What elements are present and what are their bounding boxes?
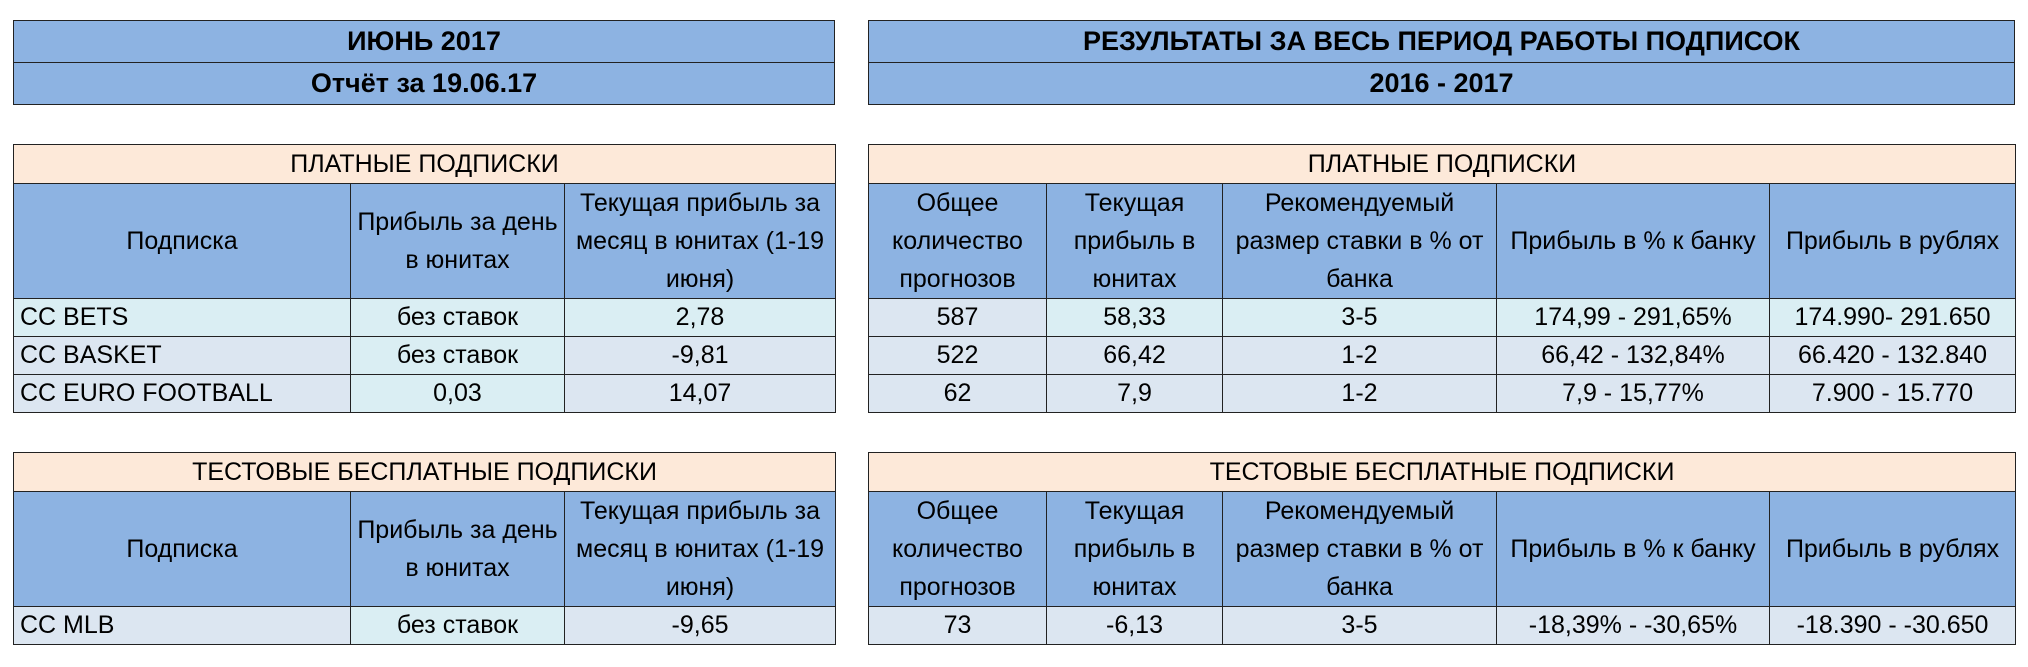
month-profit: -9,81 [565,337,836,375]
period-years: 2016 - 2017 [869,63,2015,105]
col-recommended-stake: Рекомендуемый размер ставки в % от банка [1223,184,1497,299]
profit-units: 7,9 [1047,375,1223,413]
col-day-profit: Прибыль за день в юнитах [351,184,565,299]
profit-rub: 174.990- 291.650 [1770,299,2016,337]
col-subscription: Подписка [14,184,351,299]
col-subscription: Подписка [14,492,351,607]
day-profit: без ставок [351,299,565,337]
col-month-profit: Текущая прибыль за месяц в юнитах (1-19 июня) [565,492,836,607]
profit-pct: -18,39% - -30,65% [1497,607,1770,645]
month-title: ИЮНЬ 2017 [14,21,835,63]
table-row [14,337,836,375]
profit-rub: -18.390 - -30.650 [1770,607,2016,645]
profit-units: -6,13 [1047,607,1223,645]
day-profit: без ставок [351,337,565,375]
free-section-title: ТЕСТОВЫЕ БЕСПЛАТНЫЕ ПОДПИСКИ [869,453,2016,492]
col-profit-rub: Прибыль в рублях [1770,184,2016,299]
day-profit: 0,03 [351,375,565,413]
profit-rub: 7.900 - 15.770 [1770,375,2016,413]
paid-right-table [868,144,2016,413]
period-title: РЕЗУЛЬТАТЫ ЗА ВЕСЬ ПЕРИОД РАБОТЫ ПОДПИСОК [869,21,2015,63]
profit-pct: 174,99 - 291,65% [1497,299,1770,337]
month-profit: -9,65 [565,607,836,645]
table-row [869,607,2016,645]
total-forecasts: 73 [869,607,1047,645]
col-recommended-stake: Рекомендуемый размер ставки в % от банка [1223,492,1497,607]
profit-pct: 7,9 - 15,77% [1497,375,1770,413]
total-forecasts: 522 [869,337,1047,375]
col-profit-units: Текущая прибыль в юнитах [1047,492,1223,607]
right-header-table [868,20,2015,105]
col-profit-units: Текущая прибыль в юнитах [1047,184,1223,299]
table-row [869,337,2016,375]
paid-section-title: ПЛАТНЫЕ ПОДПИСКИ [14,145,836,184]
month-profit: 14,07 [565,375,836,413]
col-profit-rub: Прибыль в рублях [1770,492,2016,607]
left-header-table [13,20,835,105]
col-month-profit: Текущая прибыль за месяц в юнитах (1-19 июня) [565,184,836,299]
col-total-forecasts: Общее количество прогнозов [869,184,1047,299]
table-row [14,299,836,337]
recommended-stake: 3-5 [1223,607,1497,645]
total-forecasts: 62 [869,375,1047,413]
subscription-name: CC BETS [14,299,351,337]
total-forecasts: 587 [869,299,1047,337]
col-profit-pct: Прибыль в % к банку [1497,492,1770,607]
month-profit: 2,78 [565,299,836,337]
paid-section-title: ПЛАТНЫЕ ПОДПИСКИ [869,145,2016,184]
free-section-title: ТЕСТОВЫЕ БЕСПЛАТНЫЕ ПОДПИСКИ [14,453,836,492]
subscription-name: CC EURO FOOTBALL [14,375,351,413]
table-row [14,375,836,413]
recommended-stake: 1-2 [1223,375,1497,413]
subscription-name: CC BASKET [14,337,351,375]
recommended-stake: 3-5 [1223,299,1497,337]
report-date: Отчёт за 19.06.17 [14,63,835,105]
profit-units: 58,33 [1047,299,1223,337]
col-day-profit: Прибыль за день в юнитах [351,492,565,607]
profit-units: 66,42 [1047,337,1223,375]
recommended-stake: 1-2 [1223,337,1497,375]
free-right-table [868,452,2016,645]
profit-pct: 66,42 - 132,84% [1497,337,1770,375]
subscription-name: CC MLB [14,607,351,645]
table-row [869,299,2016,337]
day-profit: без ставок [351,607,565,645]
col-profit-pct: Прибыль в % к банку [1497,184,1770,299]
profit-rub: 66.420 - 132.840 [1770,337,2016,375]
table-row [869,375,2016,413]
free-left-table [13,452,836,645]
col-total-forecasts: Общее количество прогнозов [869,492,1047,607]
paid-left-table [13,144,836,413]
table-row [14,607,836,645]
